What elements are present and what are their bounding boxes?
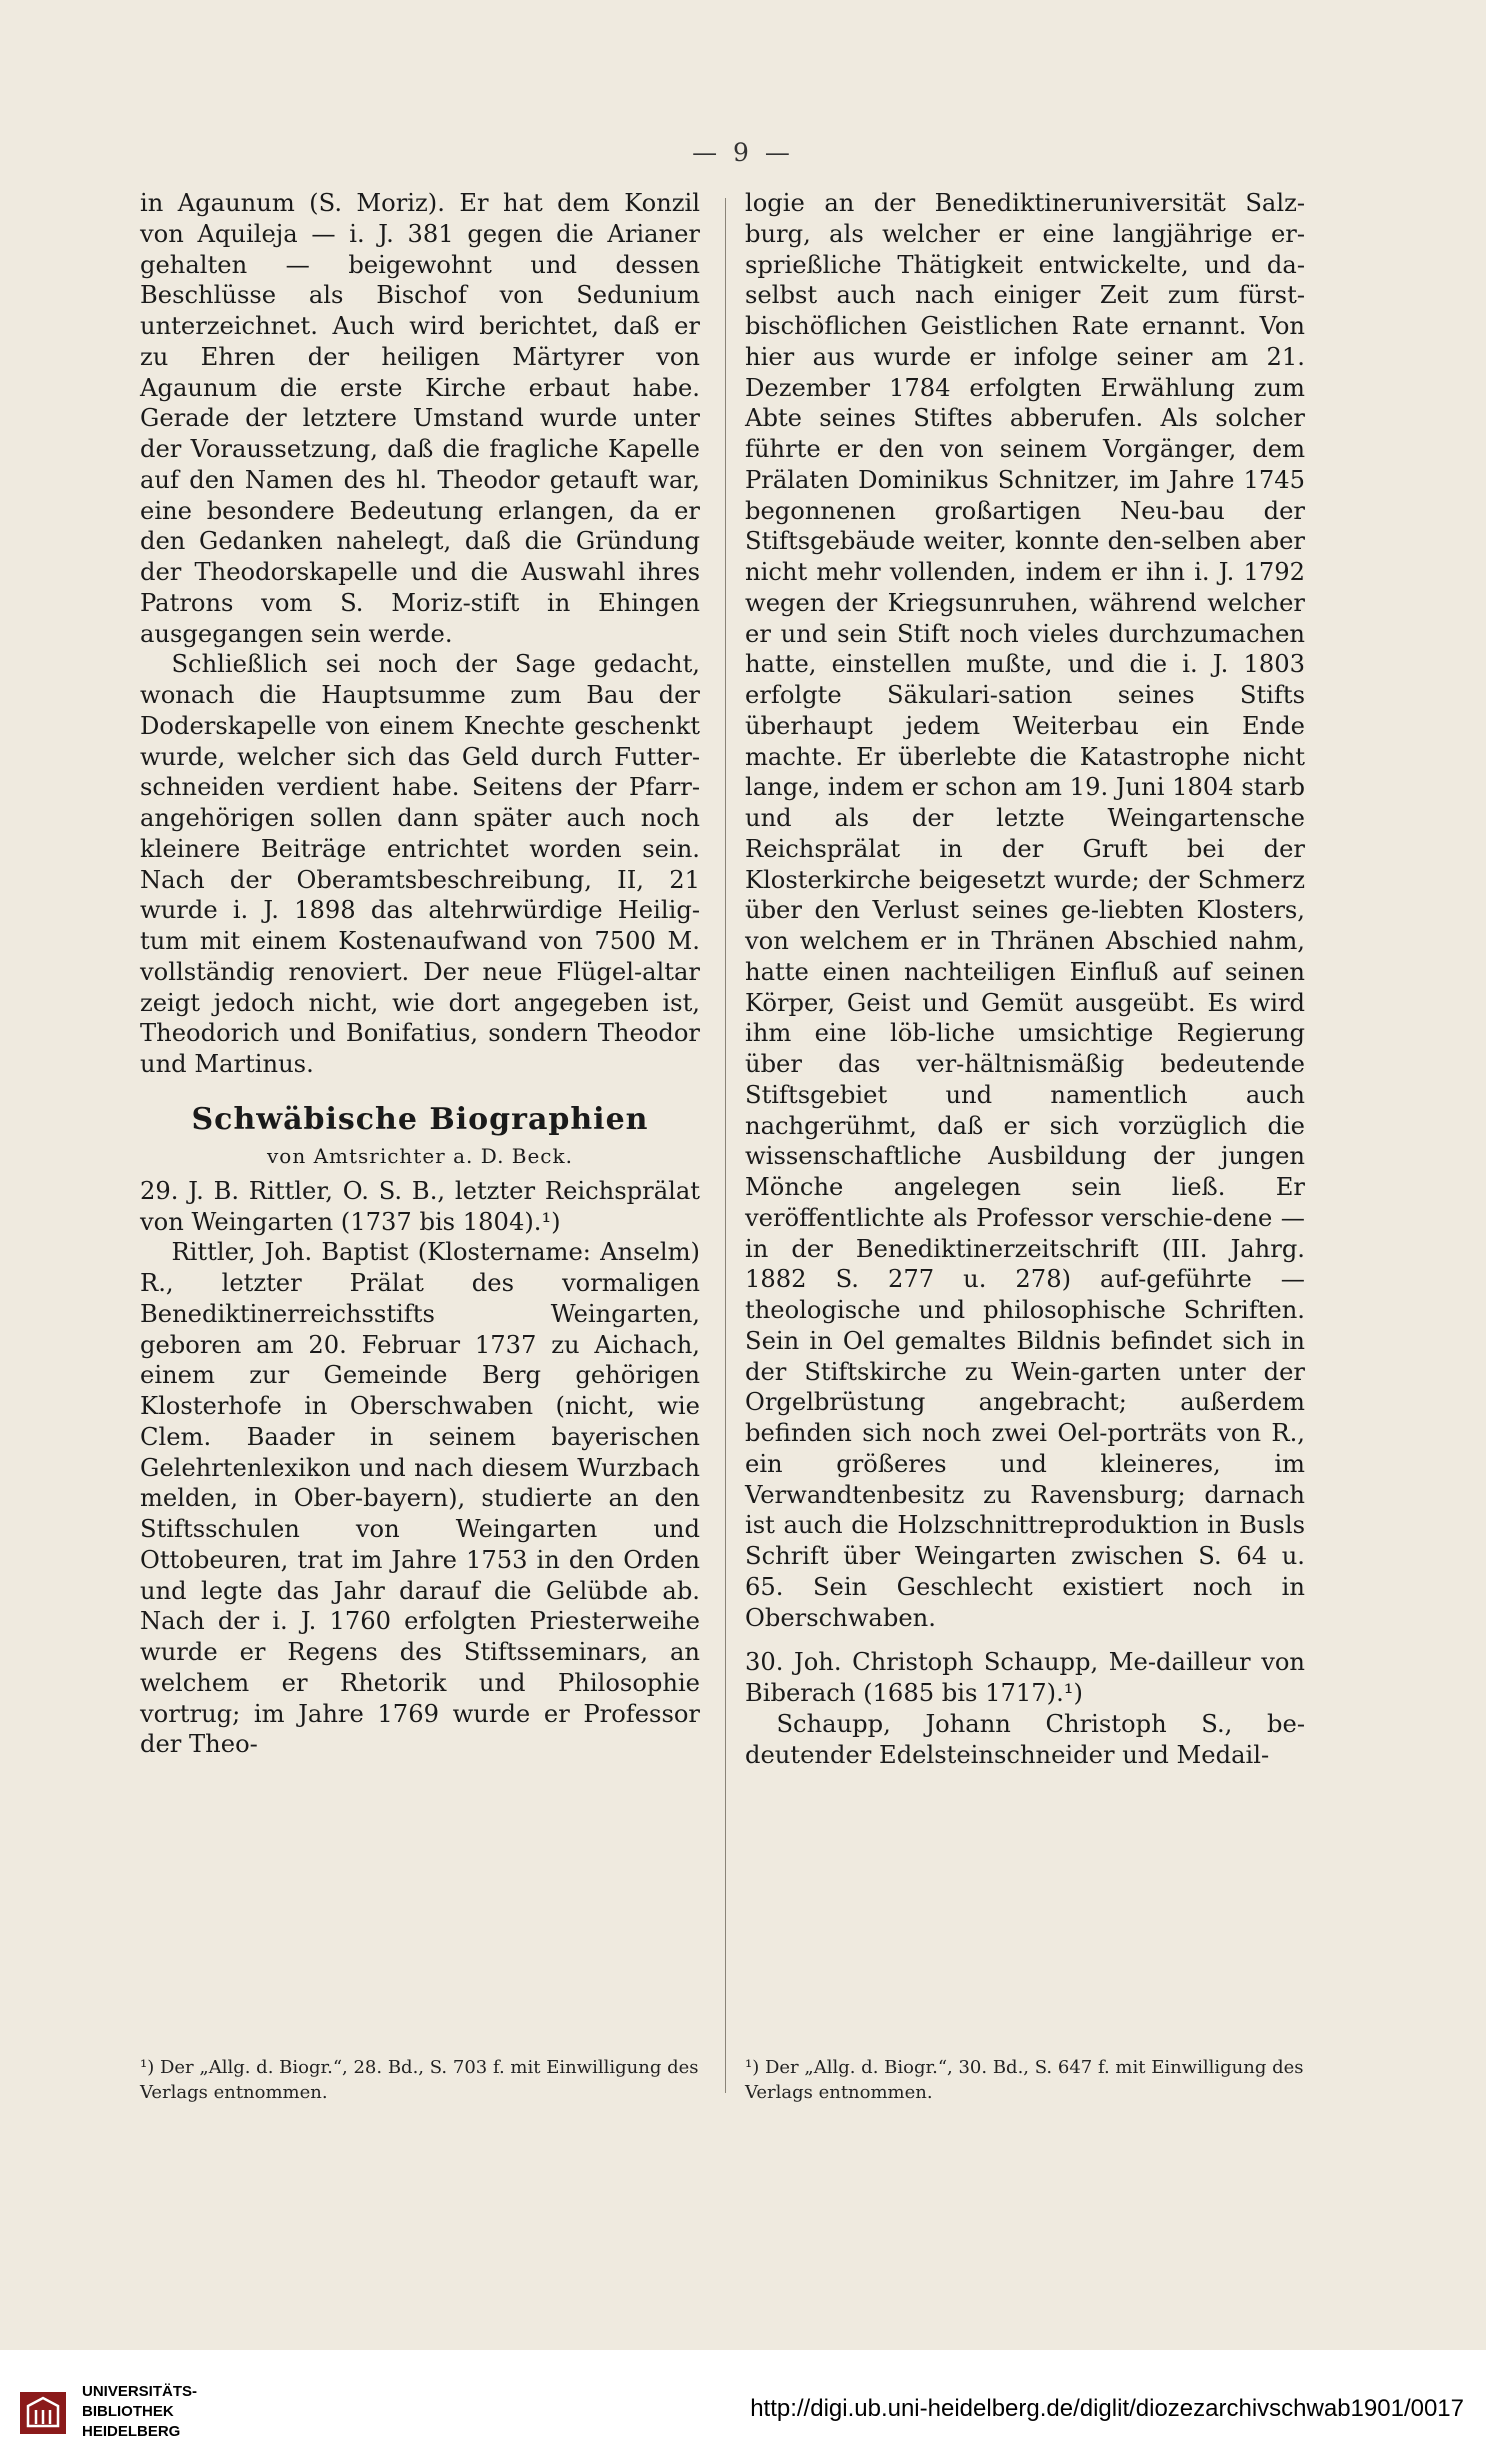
entry-30-text: Schaupp, Johann Christoph S., be-deutender Edelsteinschneider und Medail-: [745, 1709, 1305, 1769]
section-byline: von Amtsrichter a. D. Beck.: [266, 1143, 573, 1168]
left-paragraph-1: in Agaunum (S. Moriz). Er hat dem Konzil von Aquileja — i. J. 381 gegen die Arianer gehalten — beigewohnt und dessen Beschlüsse als Bischof von Sedunium unterzeichnet. Auch wird berichtet, daß er zu Ehren der heiligen Märtyrer von Agaunum die erste Kirche erbaut habe. Gerade der letztere Umstand wurde unter der Voraussetzung, daß die fragliche Kapelle auf den Namen des hl. Theodor getauft war, eine besondere Bedeutung erlangen, da er den Gedanken nahelegt, daß die Gründung der Theodorskapelle und die Auswahl ihres Patrons vom S. Moriz-stift in Ehingen ausgegangen sein werde.: [140, 189, 700, 648]
right-column: [745, 188, 1305, 1770]
library-line-2: BIBLIOTHEK: [82, 2403, 174, 2420]
entry-29-title: 29. J. B. Rittler, O. S. B., letzter Reichsprälat von Weingarten (1737 bis 1804).¹): [140, 1176, 700, 1236]
entry-30-title: 30. Joh. Christoph Schaupp, Me-dailleur von Biberach (1685 bis 1717).¹): [745, 1648, 1305, 1707]
section-heading: Schwäbische Biographien: [191, 1101, 649, 1137]
library-line-3: HEIDELBERG: [82, 2423, 181, 2440]
left-footnote: ¹) Der „Allg. d. Biogr.“, 28. Bd., S. 703 f. mit Einwilligung des Verlags entnommen.: [140, 2057, 699, 2103]
right-paragraph-1: logie an der Benediktineruniversität Salz-burg, als welcher er eine langjährige er-sprießliche Thätigkeit entwickelte, und da-selbst auch nach einiger Zeit zum fürst-bischöflichen Geistlichen Rate ernannt. Von hier aus wurde er infolge seiner am 21. Dezember 1784 erfolgten Erwählung zum Abte seines Stiftes abberufen. Als solcher führte er den von seinem Vorgänger, dem Prälaten Dominikus Schnitzer, im Jahre 1745 begonnenen großartigen Neu-bau der Stiftsgebäude weiter, konnte den-selben aber nicht mehr vollenden, indem er ihn i. J. 1792 wegen der Kriegsunruhen, während welcher er und sein Stift noch vieles durchzumachen hatte, einstellen mußte, und die i. J. 1803 erfolgte Säkulari-sation seines Stifts überhaupt jedem Weiterbau ein Ende machte. Er überlebte die Katastrophe nicht lange, indem er schon am 19. Juni 1804 starb und als der letzte Weingartensche Reichsprälat in der Gruft bei der Klosterkirche beigesetzt wurde; der Schmerz über den Verlust seines ge-liebten Klosters, von welchem er in Thränen Abschied nahm, hatte einen nachteiligen Einfluß auf seinen Körper, Geist und Gemüt ausgeübt. Es wird ihm eine löb-liche umsichtige Regierung über das ver-hältnismäßig bedeutende Stiftsgebiet und namentlich auch nachgerühmt, daß er sich vorzüglich die wissenschaftliche Ausbildung der jungen Mönche angelegen sein ließ. Er veröffentlichte als Professor verschie-dene — in der Benediktinerzeitschrift (III. Jahrg. 1882 S. 277 u. 278) auf-geführte — theologische und philosophische Schriften. Sein in Oel gemaltes Bildnis befindet sich in der Stiftskirche zu Wein-garten unter der Orgelbrüstung angebracht; außerdem befinden sich noch zwei Oel-porträts von R., ein größeres und kleineres, im Verwandtenbesitz zu Ravensburg; darnach ist auch die Holzschnittreproduktion in Busls Schrift über Weingarten zwischen S. 64 u. 65. Sein Geschlecht existiert noch in Oberschwaben.: [745, 189, 1305, 1632]
left-column: [140, 188, 700, 1760]
viewer-footer: [0, 2350, 1486, 2446]
page-number: — 9 —: [692, 138, 794, 167]
left-paragraph-2: Schließlich sei noch der Sage gedacht, wonach die Hauptsumme zum Bau der Doderskapelle von einem Knechte geschenkt wurde, welcher sich das Geld durch Futter-schneiden verdient habe. Seitens der Pfarr-angehörigen sollen dann später auch noch kleinere Beiträge entrichtet worden sein. Nach der Oberamtsbeschreibung, II, 21 wurde i. J. 1898 das altehrwürdige Heilig-tum mit einem Kostenaufwand von 7500 M. vollständig renoviert. Der neue Flügel-altar zeigt jedoch nicht, wie dort angegeben ist, Theodorich und Bonifatius, sondern Theodor und Martinus.: [140, 650, 700, 1078]
source-url-link[interactable]: http://digi.ub.uni-heidelberg.de/diglit/diozezarchivschwab1901/0017: [750, 2395, 1464, 2422]
entry-29-text: Rittler, Joh. Baptist (Klostername: Anselm) R., letzter Prälat des vormaligen Benediktinerreichsstifts Weingarten, geboren am 20. Februar 1737 zu Aichach, einem zur Gemeinde Berg gehörigen Klosterhofe in Oberschwaben (nicht, wie Clem. Baader in seinem bayerischen Gelehrtenlexikon und nach diesem Wurzbach melden, in Ober-bayern), studierte an den Stiftsschulen von Weingarten und Ottobeuren, trat im Jahre 1753 in den Orden und legte das Jahr darauf die Gelübde ab. Nach der i. J. 1760 erfolgten Priesterweihe wurde er Regens des Stiftsseminars, an welchem er Rhetorik und Philosophie vortrug; im Jahre 1769 wurde er Professor der Theo-: [140, 1238, 700, 1759]
right-footnote: ¹) Der „Allg. d. Biogr.“, 30. Bd., S. 647 f. mit Einwilligung des Verlags entnommen.: [745, 2057, 1304, 2103]
column-divider: [725, 198, 726, 2093]
library-name: [82, 2382, 197, 2442]
library-seal-icon: [18, 2390, 68, 2436]
library-line-1: UNIVERSITÄTS-: [82, 2383, 198, 2400]
